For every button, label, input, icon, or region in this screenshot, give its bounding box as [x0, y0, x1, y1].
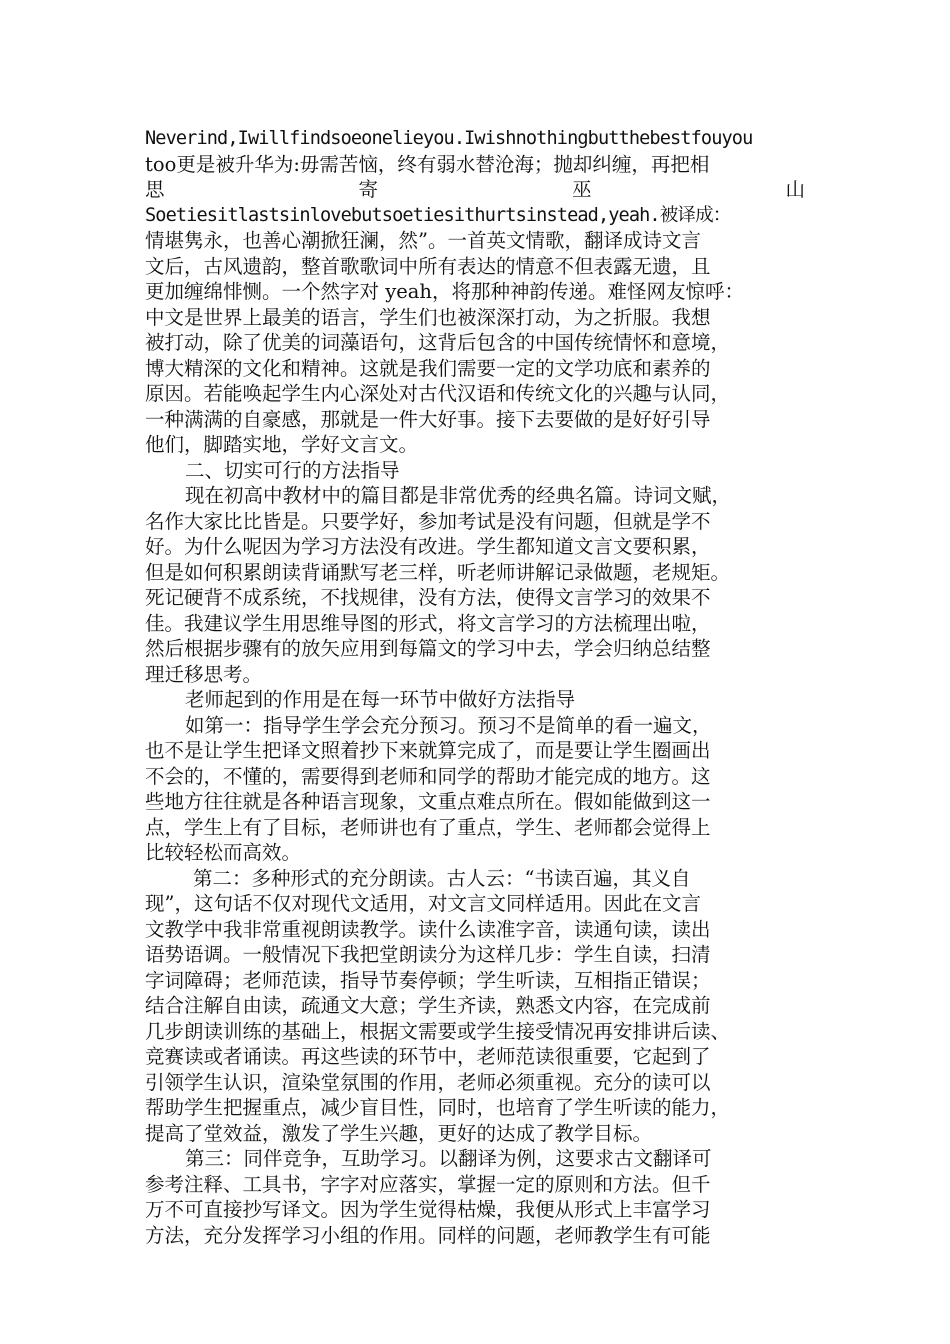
text-line: 被打动，除了优美的词藻语句，这背后包含的中国传统情怀和意境，: [145, 331, 731, 354]
text-line: [145, 177, 805, 203]
text-line: 二、切实可行的方法指导: [185, 458, 400, 482]
text-line: 结合注解自由读，疏通文大意；学生齐读，熟悉文内容，在完成前: [145, 994, 711, 1017]
text-line: 佳。我建议学生用思维导图的形式，将文言学习的方法梳理出啦，: [145, 611, 711, 635]
text-line: 如第一：指导学生学会充分预习。预习不是简单的看一遍文，: [185, 713, 712, 737]
spread-word: 寄: [358, 178, 378, 201]
text-line: 帮助学生把握重点，减少盲目性，同时，也培育了学生听读的能力，: [145, 1096, 731, 1119]
text-line: 不会的，不懂的，需要得到老师和同学的帮助才能完成的地方。这: [145, 764, 711, 788]
text-line: 名作大家比比皆是。只要学好，参加考试是没有问题，但就是学不: [145, 509, 711, 533]
text-line: 现在初高中教材中的篇目都是非常优秀的经典名篇。诗词文赋，: [185, 484, 732, 507]
text-line: 第二：多种形式的充分朗读。古人云：“书读百遍，其义自: [193, 866, 691, 890]
text-line: 现”，这句话不仅对现代文适用，对文言文同样适用。因此在文言: [145, 892, 701, 915]
text-line: 文后，古风遗韵，整首歌歌词中所有表达的情意不但表露无遗，且: [145, 254, 711, 278]
text-line: 然后根据步骤有的放矢应用到每篇文的学习中去，学会归纳总结整: [145, 637, 711, 660]
text-line: 原因。若能唤起学生内心深处对古代汉语和传统文化的兴趣与认同，: [145, 382, 731, 405]
document-body: [145, 126, 805, 1248]
text-line: 引领学生认识，渲染堂氛围的作用，老师必须重视。充分的读可以: [145, 1070, 711, 1094]
spread-word: 山: [785, 178, 805, 201]
text-line: too更是被升华为:毋需苦恼，终有弱水替沧海；抛却纠缠，再把相: [145, 152, 710, 176]
text-line: 点，学生上有了目标，老师讲也有了重点，学生、老师都会觉得上: [145, 815, 711, 839]
text-line: 情堪隽永，也善心潮掀狂澜，然”。一首英文情歌，翻译成诗文言: [145, 229, 701, 252]
text-line: 理迁移思考。: [145, 662, 263, 686]
text-line: 老师起到的作用是在每一环节中做好方法指导: [185, 688, 576, 711]
spread-word: 思: [145, 178, 165, 201]
text-line: 死记硬背不成系统，不找规律，没有方法，使得文言学习的效果不: [145, 586, 711, 609]
text-line: 一种满满的自豪感，那就是一件大好事。接下去要做的是好好引导: [145, 407, 711, 431]
text-line: 方法，充分发挥学习小组的作用。同样的问题，老师教学生有可能: [145, 1223, 711, 1247]
text-line: Soetiesitlastsinlovebutsoetiesithurtsinstead,yeah.被译成：: [145, 204, 731, 226]
text-line: 语势语调。一般情况下我把堂朗读分为这样几步：学生自读，扫清: [145, 943, 711, 966]
text-line: 几步朗读训练的基础上，根据文需要或学生接受情况再安排讲后读、: [145, 1019, 731, 1043]
text-line: 更加缠绵悱恻。一个然字对 yeah，将那种神韵传递。难怪网友惊呼：: [145, 280, 744, 303]
text-line: 但是如何积累朗读背诵默写老三样，听老师讲解记录做题，老规矩。: [145, 560, 731, 584]
text-line: 好。为什么呢因为学习方法没有改进。学生都知道文言文要积累，: [145, 535, 711, 558]
text-line: 也不是让学生把译文照着抄下来就算完成了，而是要让学生圈画出: [145, 739, 711, 762]
text-line: 比较轻松而高效。: [145, 841, 302, 864]
text-line: 博大精深的文化和精神。这就是我们需要一定的文学功底和素养的: [145, 356, 711, 380]
text-line: 第三：同伴竞争，互助学习。以翻译为例，这要求古文翻译可: [185, 1147, 712, 1170]
text-line: 万不可直接抄写译文。因为学生觉得枯燥，我便从形式上丰富学习: [145, 1198, 711, 1221]
text-line: Neverind,Iwillfindsoeonelieyou.Iwishnothingbutthebestfouyou: [145, 128, 753, 149]
text-line: 竞赛读或者诵读。再这些读的环节中，老师范读很重要，它起到了: [145, 1045, 711, 1068]
text-line: 字词障碍；老师范读，指导节奏停顿；学生听读，互相指正错误；: [145, 968, 711, 992]
text-line: 他们，脚踏实地，学好文言文。: [145, 433, 419, 456]
text-line: 文教学中我非常重视朗读教学。读什么读准字音，读通句读，读出: [145, 917, 711, 941]
spread-word: 巫: [571, 178, 592, 201]
text-line: 些地方往往就是各种语言现象，文重点难点所在。假如能做到这一: [145, 790, 711, 813]
text-line: 参考注释、工具书，字字对应落实，掌握一定的原则和方法。但千: [145, 1172, 711, 1196]
text-line: 中文是世界上最美的语言，学生们也被深深打动，为之折服。我想: [145, 305, 711, 329]
text-line: 提高了堂效益，激发了学生兴趣，更好的达成了教学目标。: [145, 1121, 653, 1145]
